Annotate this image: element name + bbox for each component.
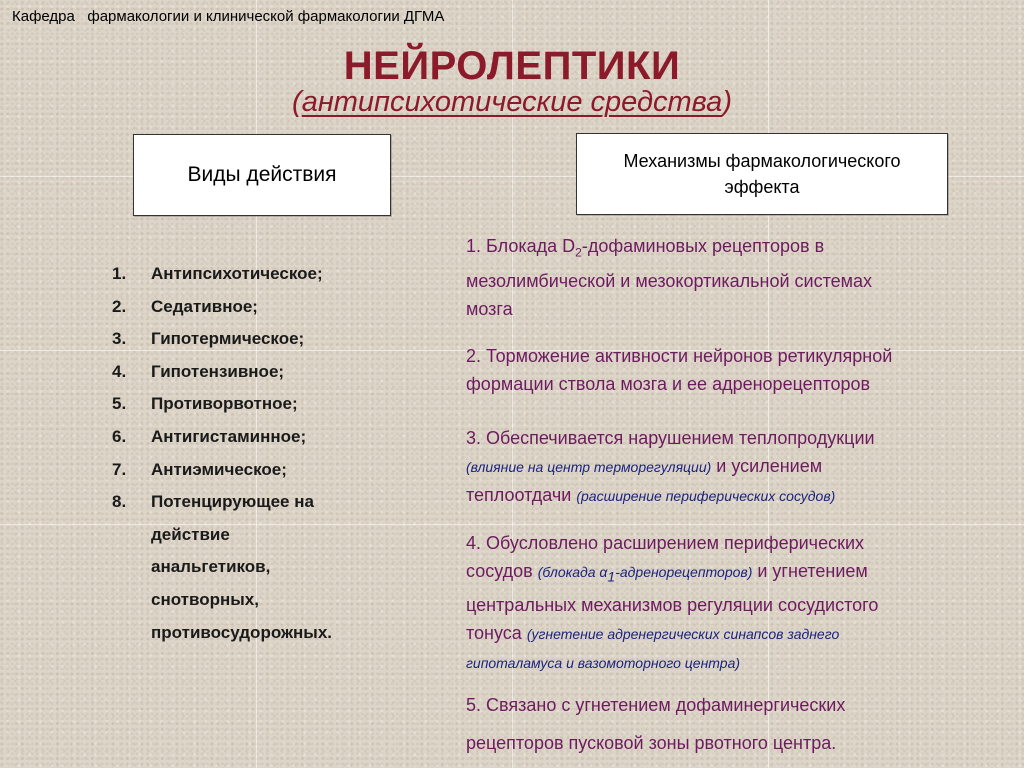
list-item-continuation: снотворных, — [151, 589, 259, 609]
list-item-number: 1. — [112, 264, 127, 283]
mechanism-text: теплоотдачи — [466, 485, 577, 505]
actions-heading-label: Виды действия — [187, 163, 337, 186]
mechanism-text: мозга — [466, 298, 513, 319]
subtitle-close-paren: ) — [722, 86, 732, 118]
subtitle-open-paren: ( — [292, 86, 302, 118]
list-item-number: 3. — [112, 329, 127, 349]
mechanism-text: и усилением — [711, 456, 823, 476]
mechanism-text: мезолимбической и мезокортикальной системах — [466, 270, 873, 291]
mechanisms-heading-line1: Механизмы фармакологического — [623, 151, 901, 171]
mechanism-note-subscript: 1 — [607, 568, 616, 585]
list-item-number: 6. — [112, 426, 127, 446]
list-item-text: Антиэмическое; — [151, 459, 287, 479]
actions-list — [112, 264, 332, 655]
mechanism-note: (расширение периферических сосудов) — [576, 488, 836, 504]
mechanisms-heading-line2: эффекта — [724, 177, 800, 197]
mechanism-note: (влияние на центр терморегуляции) — [466, 459, 712, 475]
list-item-text: Антигистаминное; — [151, 426, 307, 446]
mechanism-note: -адренорецепторов) — [615, 564, 753, 580]
mechanism-text: 4. Обусловлено расширением периферических — [466, 533, 865, 553]
actions-heading-box — [133, 134, 391, 216]
list-item — [112, 297, 332, 330]
list-item-number: 4. — [112, 361, 127, 381]
mechanism-5 — [466, 686, 1016, 762]
mechanism-subscript: 2 — [575, 245, 582, 260]
list-item-text: Противорвотное; — [151, 394, 298, 414]
mechanism-text: рецепторов пусковой зоны рвотного центра. — [466, 733, 837, 753]
mechanism-note: (угнетение адренергических синапсов заднего — [526, 625, 840, 642]
mechanism-text: сосудов — [466, 561, 538, 581]
list-item — [112, 460, 332, 493]
list-item — [112, 492, 332, 525]
list-item — [112, 362, 332, 395]
list-item-text: Потенцирующее на — [151, 492, 314, 512]
mechanism-text: и угнетением — [752, 561, 868, 581]
mechanism-text: 1. Блокада D — [466, 236, 576, 256]
mechanism-text: 5. Связано с угнетением дофаминергических — [466, 695, 846, 715]
list-item-number: 8. — [112, 492, 127, 512]
mechanism-1 — [466, 232, 1016, 323]
mechanisms-heading-box — [576, 133, 948, 215]
list-item-continuation: действие — [151, 524, 230, 544]
list-item-number: 7. — [112, 459, 127, 479]
list-item — [112, 264, 332, 297]
list-item-number: 5. — [112, 394, 127, 414]
mechanism-3 — [466, 424, 1016, 510]
list-item-text: Седативное; — [151, 296, 258, 316]
subtitle-text: антипсихотические средства — [301, 86, 723, 118]
list-item-text: Гипотермическое; — [151, 329, 305, 349]
list-item-number: 2. — [112, 296, 127, 316]
mechanism-note: (блокада α — [537, 564, 608, 580]
slide-title: НЕЙРОЛЕПТИКИ — [343, 44, 681, 88]
mechanism-text: тонуса — [466, 622, 527, 643]
mechanism-4 — [466, 529, 1016, 677]
list-item-continuation: анальгетиков, — [151, 557, 271, 577]
mechanism-2 — [466, 342, 1016, 398]
mechanisms-heading-label — [623, 148, 900, 200]
list-item — [112, 394, 332, 427]
list-item-continuation: противосудорожных. — [151, 622, 332, 642]
mechanism-text: центральных механизмов регуляции сосудистого — [466, 594, 879, 615]
list-item — [112, 329, 332, 362]
mechanism-text: формации ствола мозга и ее адренорецепторов — [466, 374, 871, 394]
department-header: Кафедра фармакологии и клинической фармакологии ДГМА — [12, 8, 445, 25]
mechanism-note: гипоталамуса и вазомоторного центра) — [466, 654, 741, 671]
mechanism-text: 2. Торможение активности нейронов ретикулярной — [466, 346, 893, 366]
list-item-text: Антипсихотическое; — [151, 264, 323, 283]
list-item — [112, 427, 332, 460]
mechanism-text: -дофаминовых рецепторов в — [581, 236, 825, 256]
slide-subtitle — [0, 86, 1024, 119]
list-item-text: Гипотензивное; — [151, 361, 285, 381]
mechanism-text: 3. Обеспечивается нарушением теплопродукции — [466, 428, 875, 448]
